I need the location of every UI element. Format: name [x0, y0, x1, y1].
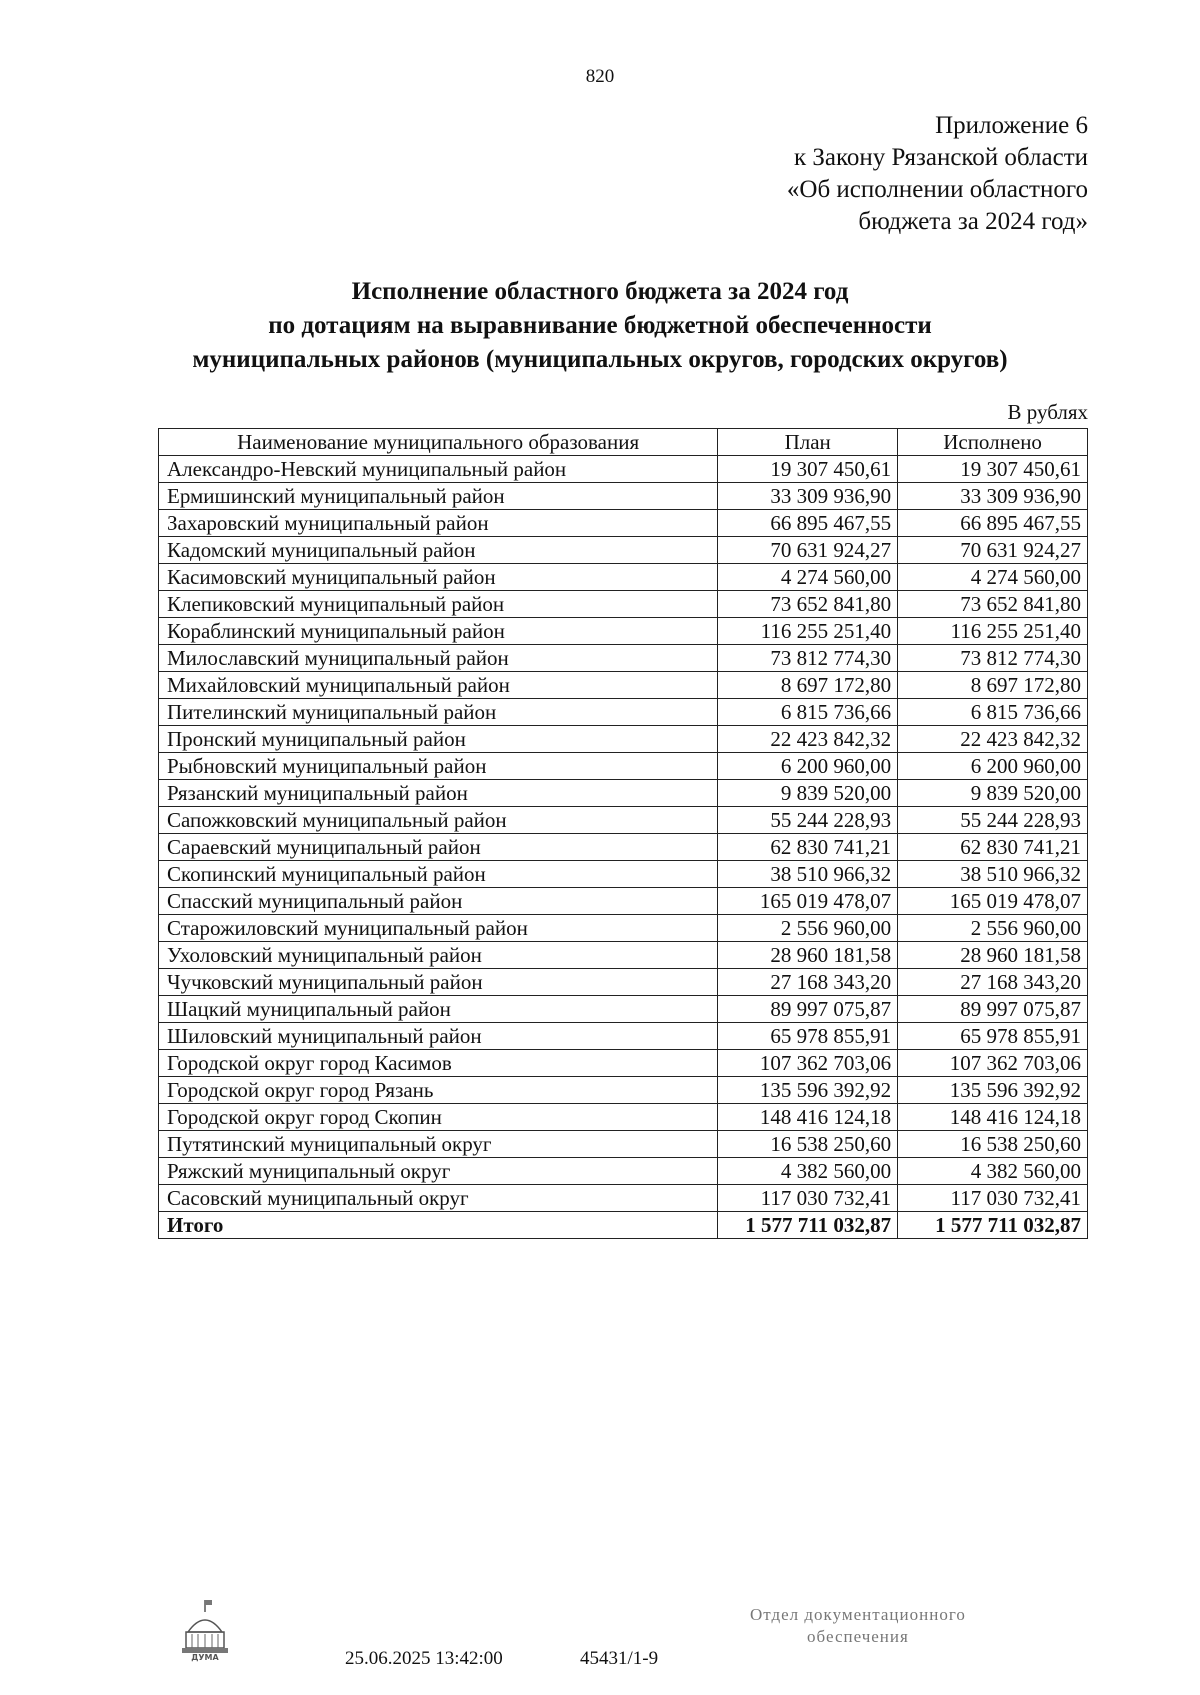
units-label: В рублях [1007, 400, 1088, 424]
cell-name: Скопинский муниципальный район [159, 861, 718, 888]
title-line: по дотациям на выравнивание бюджетной обеспеченности [268, 312, 932, 339]
cell-plan: 4 382 560,00 [718, 1158, 898, 1185]
cell-name: Пронский муниципальный район [159, 726, 718, 753]
cell-name: Кораблинский муниципальный район [159, 618, 718, 645]
table-row [159, 1077, 1088, 1104]
cell-actual: 89 997 075,87 [898, 996, 1088, 1023]
cell-plan: 1 577 711 032,87 [718, 1212, 898, 1239]
cell-name: Городской округ город Рязань [159, 1077, 718, 1104]
table-row [159, 456, 1088, 483]
table-row [159, 834, 1088, 861]
cell-plan: 28 960 181,58 [718, 942, 898, 969]
cell-name: Захаровский муниципальный район [159, 510, 718, 537]
cell-plan: 55 244 228,93 [718, 807, 898, 834]
cell-actual: 33 309 936,90 [898, 483, 1088, 510]
cell-name: Ермишинский муниципальный район [159, 483, 718, 510]
table-row [159, 483, 1088, 510]
cell-plan: 22 423 842,32 [718, 726, 898, 753]
title-line: муниципальных районов (муниципальных округов, городских округов) [192, 346, 1008, 373]
cell-actual: 28 960 181,58 [898, 942, 1088, 969]
cell-actual: 2 556 960,00 [898, 915, 1088, 942]
appendix-line: к Закону Рязанской области [794, 144, 1088, 171]
table-row [159, 564, 1088, 591]
footer-reg-number: 45431/1-9 [580, 1648, 659, 1669]
cell-plan: 8 697 172,80 [718, 672, 898, 699]
stamp-line: Отдел документационного [750, 1605, 966, 1624]
cell-plan: 148 416 124,18 [718, 1104, 898, 1131]
appendix-block [787, 110, 1088, 238]
table-row [159, 915, 1088, 942]
cell-name: Михайловский муниципальный район [159, 672, 718, 699]
cell-actual: 117 030 732,41 [898, 1185, 1088, 1212]
cell-name: Ухоловский муниципальный район [159, 942, 718, 969]
table-row [159, 1023, 1088, 1050]
cell-plan: 70 631 924,27 [718, 537, 898, 564]
cell-name: Путятинский муниципальный округ [159, 1131, 718, 1158]
table-row [159, 726, 1088, 753]
table-row [159, 861, 1088, 888]
cell-plan: 165 019 478,07 [718, 888, 898, 915]
department-stamp [750, 1604, 966, 1648]
cell-name: Итого [159, 1212, 718, 1239]
cell-plan: 27 168 343,20 [718, 969, 898, 996]
duma-emblem-icon [178, 1598, 232, 1662]
stamp-line: обеспечения [807, 1627, 909, 1646]
cell-name: Сапожковский муниципальный район [159, 807, 718, 834]
cell-plan: 107 362 703,06 [718, 1050, 898, 1077]
table-row [159, 1050, 1088, 1077]
appendix-line: бюджета за 2024 год» [858, 208, 1088, 235]
cell-name: Городской округ город Скопин [159, 1104, 718, 1131]
cell-actual: 9 839 520,00 [898, 780, 1088, 807]
cell-plan: 9 839 520,00 [718, 780, 898, 807]
cell-actual: 1 577 711 032,87 [898, 1212, 1088, 1239]
table-row [159, 807, 1088, 834]
cell-actual: 19 307 450,61 [898, 456, 1088, 483]
cell-name: Рязанский муниципальный район [159, 780, 718, 807]
cell-actual: 65 978 855,91 [898, 1023, 1088, 1050]
footer-datetime: 25.06.2025 13:42:00 [345, 1648, 503, 1669]
table-row [159, 888, 1088, 915]
title-line: Исполнение областного бюджета за 2024 год [351, 278, 849, 305]
cell-actual: 8 697 172,80 [898, 672, 1088, 699]
cell-plan: 89 997 075,87 [718, 996, 898, 1023]
cell-name: Чучковский муниципальный район [159, 969, 718, 996]
table-row [159, 969, 1088, 996]
cell-actual: 4 382 560,00 [898, 1158, 1088, 1185]
budget-table [158, 428, 1088, 1239]
appendix-line: Приложение 6 [935, 112, 1088, 139]
cell-plan: 116 255 251,40 [718, 618, 898, 645]
cell-name: Кадомский муниципальный район [159, 537, 718, 564]
cell-name: Александро-Невский муниципальный район [159, 456, 718, 483]
cell-plan: 6 815 736,66 [718, 699, 898, 726]
cell-name: Сараевский муниципальный район [159, 834, 718, 861]
cell-actual: 148 416 124,18 [898, 1104, 1088, 1131]
cell-actual: 62 830 741,21 [898, 834, 1088, 861]
table-row [159, 510, 1088, 537]
cell-actual: 66 895 467,55 [898, 510, 1088, 537]
cell-plan: 2 556 960,00 [718, 915, 898, 942]
table-row [159, 645, 1088, 672]
cell-actual: 4 274 560,00 [898, 564, 1088, 591]
emblem-label: ДУМА [191, 1653, 219, 1662]
header-actual: Исполнено [898, 429, 1088, 456]
cell-plan: 16 538 250,60 [718, 1131, 898, 1158]
cell-actual: 73 652 841,80 [898, 591, 1088, 618]
cell-name: Рыбновский муниципальный район [159, 753, 718, 780]
table-row [159, 996, 1088, 1023]
cell-plan: 33 309 936,90 [718, 483, 898, 510]
header-name: Наименование муниципального образования [159, 429, 718, 456]
cell-plan: 73 652 841,80 [718, 591, 898, 618]
cell-actual: 107 362 703,06 [898, 1050, 1088, 1077]
cell-plan: 117 030 732,41 [718, 1185, 898, 1212]
page-number: 820 [585, 66, 615, 87]
header-plan: План [718, 429, 898, 456]
cell-name: Касимовский муниципальный район [159, 564, 718, 591]
cell-name: Старожиловский муниципальный район [159, 915, 718, 942]
cell-actual: 38 510 966,32 [898, 861, 1088, 888]
cell-name: Городской округ город Касимов [159, 1050, 718, 1077]
table-row [159, 537, 1088, 564]
table-row [159, 1104, 1088, 1131]
table-row [159, 591, 1088, 618]
cell-plan: 19 307 450,61 [718, 456, 898, 483]
cell-name: Милославский муниципальный район [159, 645, 718, 672]
cell-plan: 6 200 960,00 [718, 753, 898, 780]
table-total-row [159, 1212, 1088, 1239]
table-row [159, 780, 1088, 807]
cell-name: Ряжский муниципальный округ [159, 1158, 718, 1185]
cell-plan: 66 895 467,55 [718, 510, 898, 537]
table-row [159, 1158, 1088, 1185]
cell-actual: 6 200 960,00 [898, 753, 1088, 780]
cell-name: Клепиковский муниципальный район [159, 591, 718, 618]
cell-plan: 62 830 741,21 [718, 834, 898, 861]
cell-name: Пителинский муниципальный район [159, 699, 718, 726]
table-row [159, 1185, 1088, 1212]
cell-actual: 165 019 478,07 [898, 888, 1088, 915]
cell-actual: 27 168 343,20 [898, 969, 1088, 996]
document-title [0, 275, 1200, 377]
cell-actual: 70 631 924,27 [898, 537, 1088, 564]
cell-actual: 6 815 736,66 [898, 699, 1088, 726]
cell-plan: 73 812 774,30 [718, 645, 898, 672]
cell-name: Спасский муниципальный район [159, 888, 718, 915]
table-row [159, 942, 1088, 969]
cell-actual: 55 244 228,93 [898, 807, 1088, 834]
table-row [159, 618, 1088, 645]
cell-actual: 135 596 392,92 [898, 1077, 1088, 1104]
cell-plan: 65 978 855,91 [718, 1023, 898, 1050]
table-row [159, 699, 1088, 726]
appendix-line: «Об исполнении областного [786, 176, 1088, 203]
cell-name: Сасовский муниципальный округ [159, 1185, 718, 1212]
table-row [159, 672, 1088, 699]
cell-plan: 135 596 392,92 [718, 1077, 898, 1104]
cell-actual: 73 812 774,30 [898, 645, 1088, 672]
cell-plan: 4 274 560,00 [718, 564, 898, 591]
cell-plan: 38 510 966,32 [718, 861, 898, 888]
cell-name: Шацкий муниципальный район [159, 996, 718, 1023]
table-row [159, 1131, 1088, 1158]
table-row [159, 753, 1088, 780]
cell-name: Шиловский муниципальный район [159, 1023, 718, 1050]
cell-actual: 22 423 842,32 [898, 726, 1088, 753]
cell-actual: 116 255 251,40 [898, 618, 1088, 645]
cell-actual: 16 538 250,60 [898, 1131, 1088, 1158]
table-header-row [159, 429, 1088, 456]
